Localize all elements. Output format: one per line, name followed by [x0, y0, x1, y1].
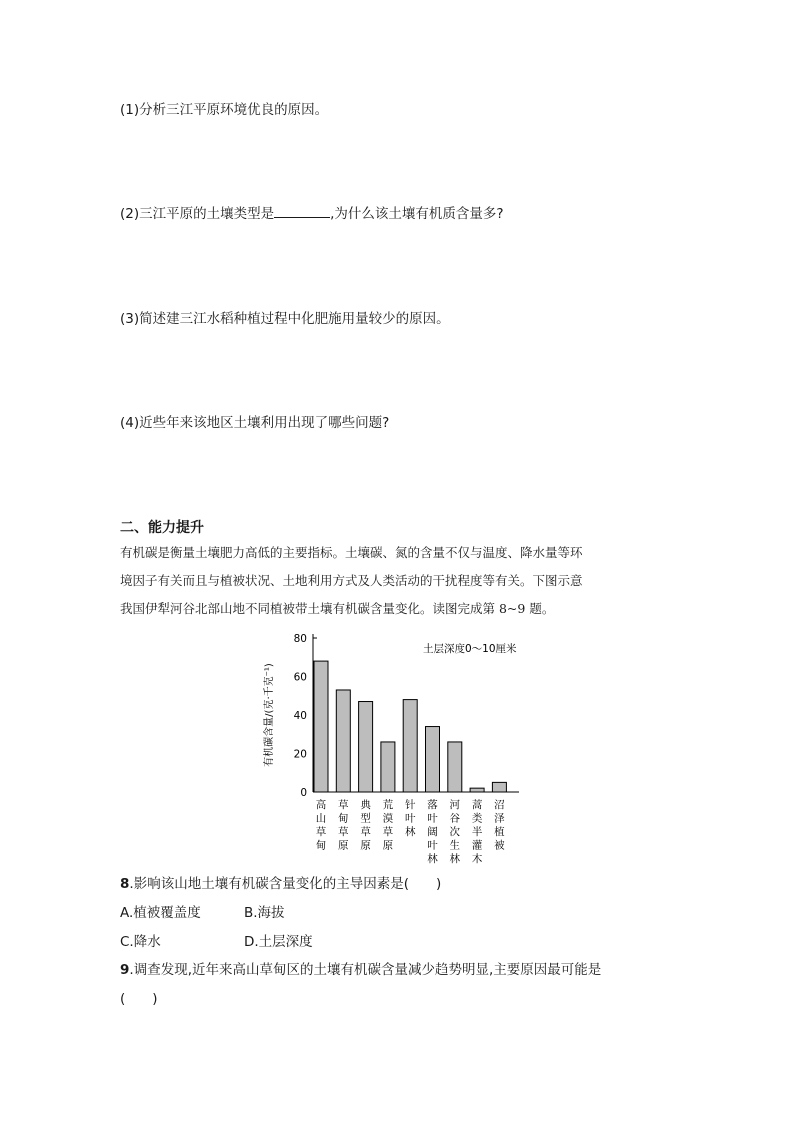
y-tick-label: 20 — [293, 748, 307, 761]
category-label: 荒漠草原 — [382, 799, 394, 852]
paragraph-line: 境因子有关而且与植被状况、土地利用方式及人类活动的干扰程度等有关。下图示意 — [120, 573, 583, 588]
category-label: 高山草甸 — [315, 799, 327, 852]
bar — [426, 727, 440, 792]
category-label: 沼泽植被 — [494, 799, 505, 852]
question-9-number: 9 — [120, 962, 130, 978]
category-label: 针叶林 — [404, 799, 416, 838]
category-label: 河谷次生林 — [449, 799, 461, 865]
question-2-text-after: ,为什么该土壤有机质含量多? — [330, 206, 504, 222]
question-1: (1)分析三江平原环境优良的原因。 — [120, 102, 329, 118]
option-a: A.植被覆盖度 — [120, 905, 201, 921]
intro-paragraph — [120, 543, 680, 623]
bar — [336, 690, 350, 792]
question-9 — [120, 958, 601, 978]
question-8-stem: .影响该山地土壤有机碳含量变化的主导因素是( ) — [129, 876, 442, 892]
bar — [314, 661, 328, 792]
answer-blank — [274, 205, 330, 218]
option-c: C.降水 — [120, 934, 161, 950]
chart-annotation: 土层深度0～10厘米 — [423, 643, 517, 655]
y-tick-label: 0 — [300, 787, 307, 799]
bar — [381, 742, 395, 792]
bar — [470, 788, 484, 792]
y-axis-label: 有机碳含量/(克·千克⁻¹) — [264, 663, 275, 767]
question-8 — [120, 872, 441, 892]
bar — [448, 742, 462, 792]
option-b: B.海拔 — [244, 905, 285, 921]
category-label: 蒿类半灌木 — [471, 799, 483, 865]
question-9-answer-paren: ( ) — [120, 991, 158, 1007]
y-tick-label: 40 — [293, 710, 307, 722]
question-2 — [120, 202, 504, 222]
y-tick-label: 60 — [293, 671, 307, 684]
question-8-number: 8 — [120, 876, 130, 892]
bar — [492, 782, 506, 792]
section-title: 二、能力提升 — [120, 520, 204, 536]
organic-carbon-bar-chart — [250, 625, 550, 865]
y-tick-label: 80 — [293, 633, 307, 645]
category-label: 草甸草原 — [338, 799, 349, 852]
question-3: (3)简述建三江水稻种植过程中化肥施用量较少的原因。 — [120, 311, 450, 327]
category-label: 典型草原 — [360, 799, 371, 852]
paragraph-line: 有机碳是衡量土壤肥力高低的主要指标。土壤碳、氮的含量不仅与温度、降水量等环 — [120, 545, 583, 560]
bar — [359, 702, 373, 792]
question-2-text-before: (2)三江平原的土壤类型是 — [120, 206, 275, 222]
question-9-stem: .调查发现,近年来高山草甸区的土壤有机碳含量减少趋势明显,主要原因最可能是 — [129, 962, 602, 978]
option-d: D.土层深度 — [244, 934, 313, 950]
question-4: (4)近些年来该地区土壤利用出现了哪些问题? — [120, 415, 390, 431]
paragraph-line: 我国伊犁河谷北部山地不同植被带土壤有机碳含量变化。读图完成第 8~9 题。 — [120, 601, 555, 616]
category-label: 落叶阔叶林 — [427, 799, 438, 865]
bar — [403, 700, 417, 792]
